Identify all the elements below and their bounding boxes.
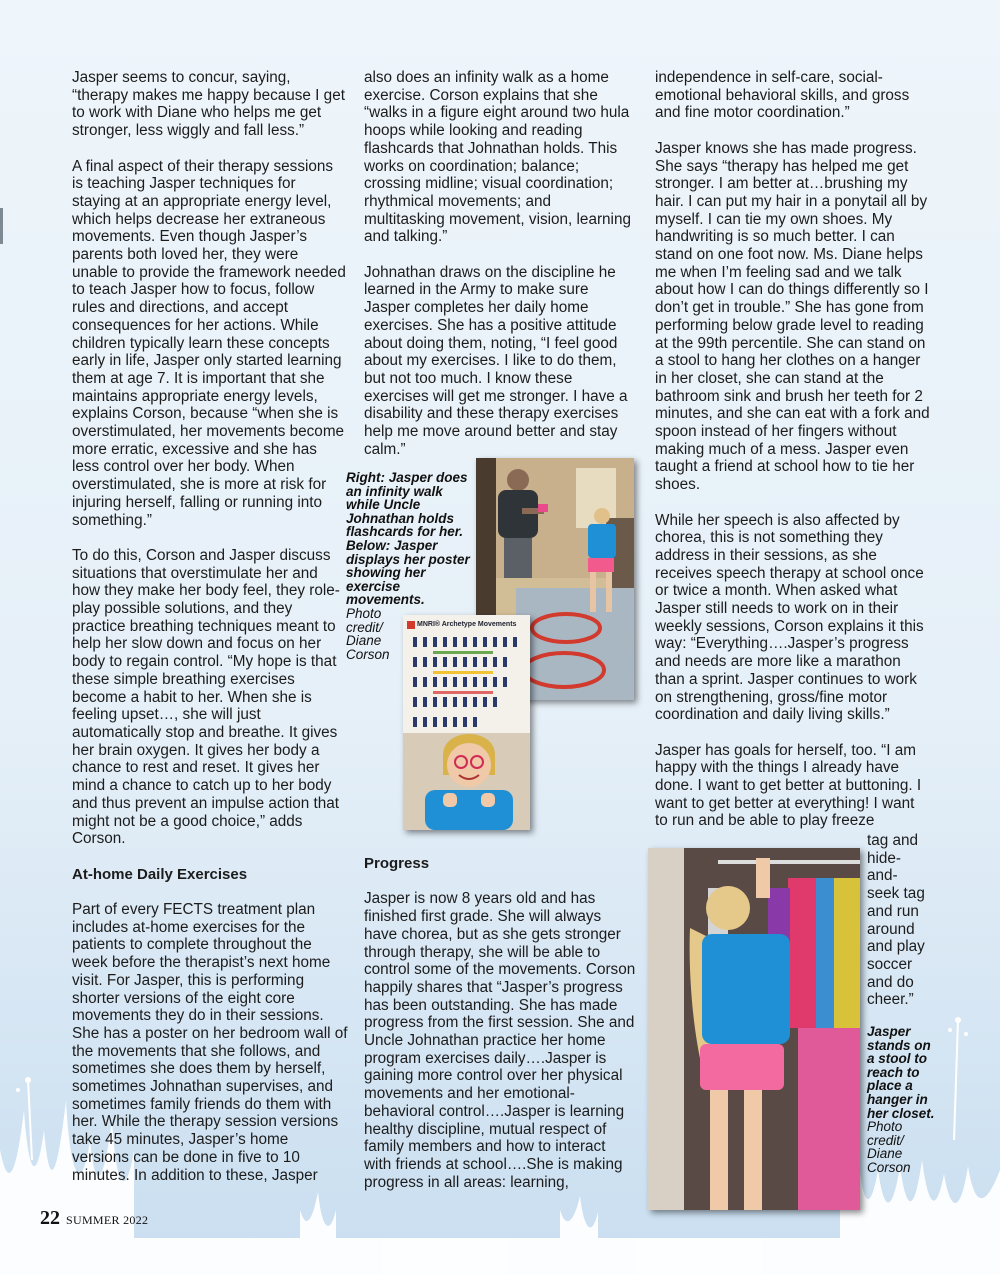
paragraph: While her speech is also affected by chorea, this is not something they address in their sessions, as she receives speech therapy at school once or twice a month. When asked what Jasper still needs to work on in their weekly sessions, Corson explains it this way: “Everything….Jasper’s progress and needs are more like a marathon than a sprint. Jasper continues to work on strengthening, gross/fine motor coordination and daily living skills.” [655,511,924,724]
paragraph: also does an infinity walk as a home exercise. Corson explains that she “walks in a figure eight around two hula hoops while looking and reading flashcards that Johnathan holds. This works on coordination; balance; crossing midline; visual coordination; rhythmical movements; and multitasking movement, vision, learning and talking.” [364,69,631,246]
section-heading-home-exercises: At-home Daily Exercises [72,865,248,883]
photo-closet [648,848,860,1210]
wrap-line: and- [867,867,898,885]
paragraph: Jasper knows she has made progress. She says “therapy has helped me get stronger. I am better at…brushing my hair. I can put my hair in a ponytail all by myself. I can tie my own shoes. My handwriting is so much better. I can stand on one foot now. Ms. Diane helps me when I’m feeling sad and we talk about how I can do things differently so I don’t get in trouble.” She has gone from performing below grade level to reading at the 99th percentile. She can stand on a stool to hang her clothes on a hanger in her closet, she can stand at the bathroom sink and brush her teeth for 2 minutes, and she can eat with a fork and spoon instead of her fingers without making much of a mess. Jasper even taught a friend at school how to tie her shoes. [655,139,930,494]
paragraph: Jasper has goals for herself, too. “I am happy with the things I already have done. I want to get better at buttoning. I want to get better at everything! I want to run and be able to play freeze [655,741,922,830]
wrap-line: around [867,920,915,938]
column-2-lower [364,855,636,1209]
paragraph: A final aspect of their therapy sessions is teaching Jasper techniques for staying at an appropriate energy level, which helps decrease her extraneous movements. Even though Jasper’s parents both loved her, they were unable to provide the framework needed to teach Jasper how to focus, follow rules and directions, and accept consequences for her actions. While children typically learn these concepts early in life, Jasper only started learning them at age 7. It is important that she maintains appropriate energy levels, explains Corson, because “when she is overstimulated, her movements become more erratic, excessive and she has less control over her body. When overstimulated, she is more at risk for injuring herself, falling or running into something.” [72,157,346,529]
caption-text: Right: Jasper does an infinity walk while Uncle Johnathan holds flashcards for her. Below: Jasper displays her poster showing her exercise movements. [346,470,470,608]
wrap-line: and run [867,902,919,920]
issue-label: SUMMER 2022 [66,1213,149,1227]
margin-marker [0,208,3,244]
wrap-line: seek tag [867,885,925,903]
page-number: 22 [40,1207,60,1229]
wrap-line: soccer [867,955,913,973]
column-3 [655,69,931,830]
wrap-line: and play [867,938,925,956]
wrap-line: and do [867,973,914,991]
photo-credit: Photo credit/ Diane Corson [346,605,390,662]
wrap-text [867,832,937,1009]
caption-text: Jasper stands on a stool to reach to place a hanger in her closet. [867,1024,935,1121]
page-footer [40,1207,148,1230]
paragraph: Johnathan draws on the discipline he learned in the Army to make sure Jasper completes her daily home exercises. She has a positive attitude about doing them, noting, “I feel good about my exercises. I like to do them, but not too much. I know these exercises will get me stronger. I have a disability and these therapy exercises help me move around better and stay calm.” [364,263,628,458]
paragraph: To do this, Corson and Jasper discuss situations that overstimulate her and how they make her body feel, they role-play possible solutions, and they practice breathing techniques meant to help her slow down and focus on her body to regain control. “My hope is that these simple breathing exercises become a habit to her. When she is feeling upset…, she will just automatically stop and breathe. It gives her brain oxygen. It gives her body a chance to rest and reset. It gives her mind a chance to catch up to her body and thus prevent an impulse action that might not be a good choice,” adds Corson. [72,546,340,848]
poster-title: MNRI® Archetype Movements [417,621,517,628]
paragraph: Part of every FECTS treatment plan includes at-home exercises for the patients to complete throughout the week before the therapist’s next home visit. For Jasper, this is performing shorter versions of the eight core movements they do in their sessions. She has a poster on her bedroom wall of the movements that she follows, and sometimes she does them by herself, sometimes Johnathan supervises, and sometimes family friends do them with her. While the therapy session versions take 45 minutes, Jasper’s home versions can be done in five to 10 minutes. In addition to these, Jasper [72,900,348,1184]
photo-caption-2 [867,1025,937,1175]
column-2 [364,69,636,476]
paragraph: Jasper seems to concur, saying, “therapy makes me happy because I get to work with Diane who helps me get stronger, less wiggly and fall less.” [72,69,345,140]
paragraph: Jasper is now 8 years old and has finished first grade. She will always have chorea, but as she gets stronger through therapy, she will be able to control some of the movements. Corson happily shares that “Jasper’s progress has been outstanding. She has made progress from the first session. She and Uncle Johnathan practice her home program exercises daily….Jasper is gaining more control over her physical movements and her emotional-behavioral control….Jasper is learning healthy discipline, mutual respect of family members and how to interact with friends at school….She is making progress in all areas: learning, [364,890,636,1191]
photo-caption-1 [346,471,472,661]
wrap-line: hide- [867,849,902,867]
closet-illustration [648,848,860,1210]
wrap-line: cheer.” [867,991,914,1009]
photo-credit: Photo credit/ Diane Corson [867,1119,911,1175]
wrap-line: tag and [867,832,919,849]
paragraph: independence in self-care, social-emotional behavioral skills, and gross and fine motor coordination.” [655,69,910,122]
column-1 [72,69,348,1202]
section-heading-progress: Progress [364,855,430,872]
